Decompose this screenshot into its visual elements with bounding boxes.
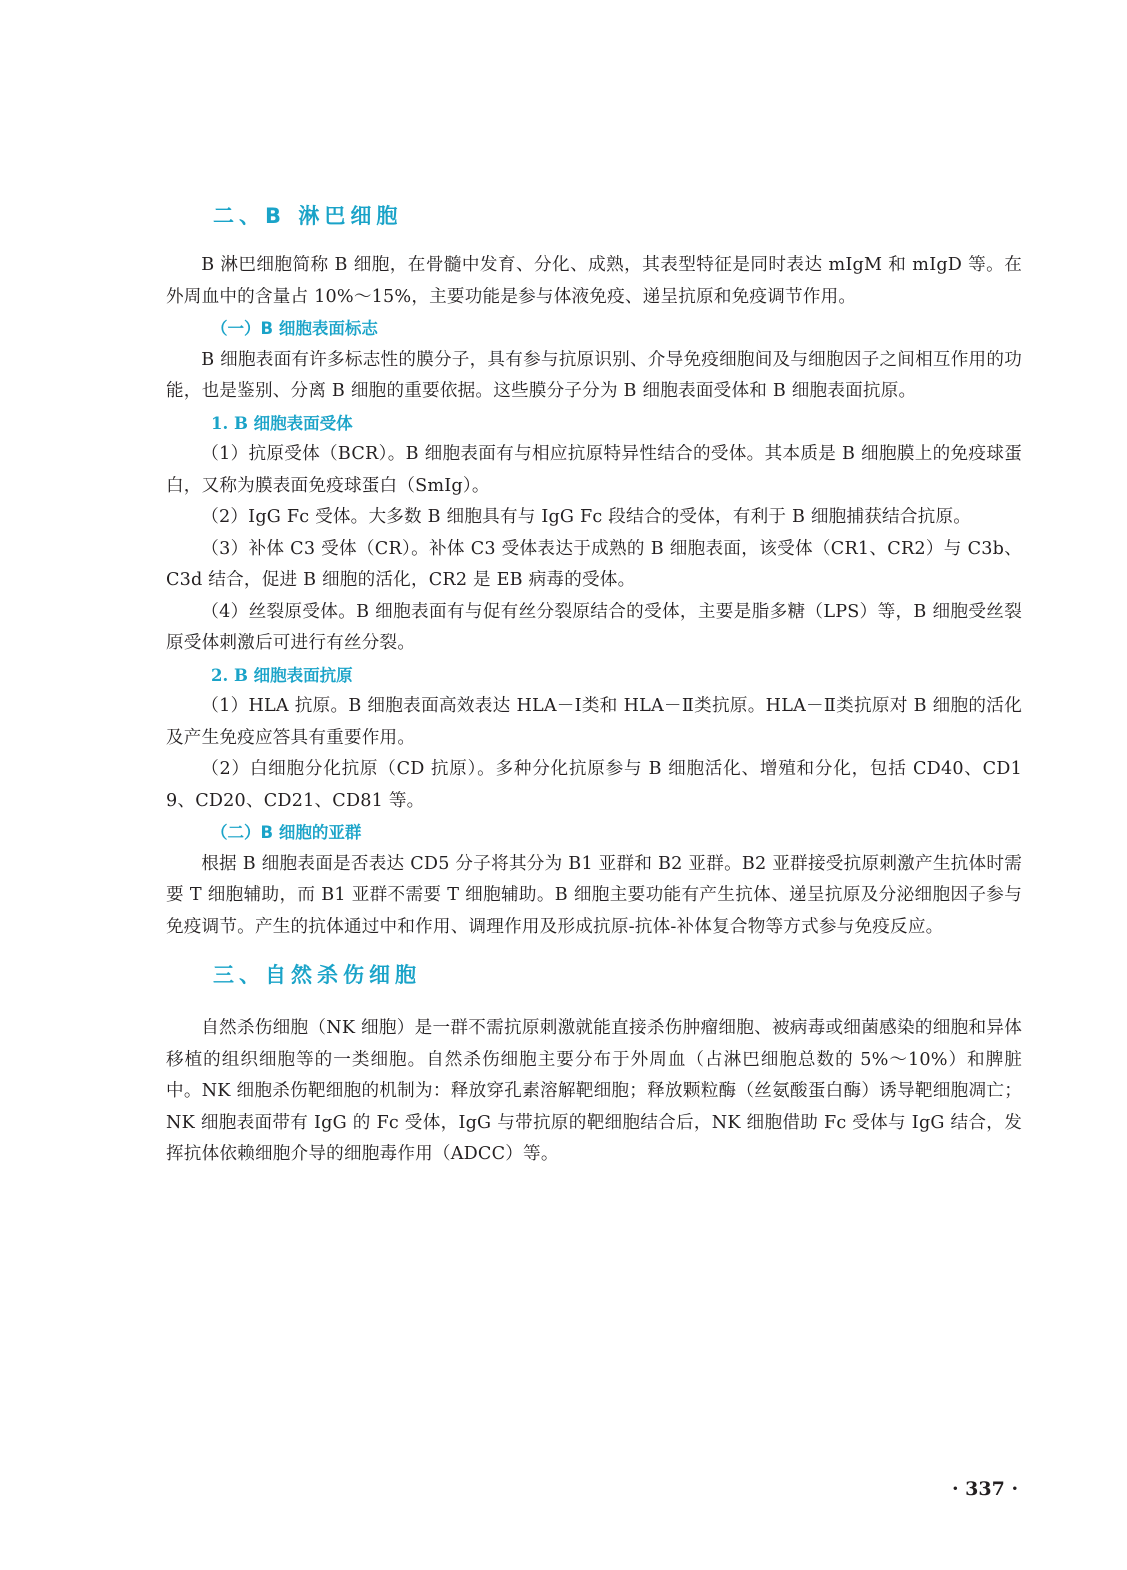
subheading-b-surface-receptors: 1. B 细胞表面受体 (211, 413, 353, 433)
page-number: · 337 · (951, 1478, 1019, 1500)
paragraph-b-surface-markers: B 细胞表面有许多标志性的膜分子，具有参与抗原识别、介导免疫细胞间及与细胞因子之间相互作用的功能，也是鉴别、分离 B 细胞的重要依据。这些膜分子分为 B 细胞表面受体和 B 细胞表面抗原。 (166, 349, 1022, 401)
paragraph-antigen-hla: （1）HLA 抗原。B 细胞表面高效表达 HLA－Ⅰ类和 HLA－Ⅱ类抗原。HLA－Ⅱ类抗原对 B 细胞的活化及产生免疫应答具有重要作用。 (166, 696, 1022, 748)
paragraph-receptor-mitogen: （4）丝裂原受体。B 细胞表面有与促有丝分裂原结合的受体，主要是脂多糖（LPS）等，B 细胞受丝裂原受体刺激后可进行有丝分裂。 (166, 601, 1022, 653)
page-content (166, 196, 1022, 1171)
paragraph-b-subsets: 根据 B 细胞表面是否表达 CD5 分子将其分为 B1 亚群和 B2 亚群。B2 亚群接受抗原刺激产生抗体时需要 T 细胞辅助，而 B1 亚群不需要 T 细胞辅助。B 细胞主要功能有产生抗体、递呈抗原及分泌细胞因子参与免疫调节。产生的抗体通过中和作用、调理作用及形成抗原-抗体-补体复合物等方式参与免疫反应。 (166, 853, 1022, 937)
subheading-b-subsets: （二）B 细胞的亚群 (211, 823, 362, 842)
subheading-b-surface-antigens: 2. B 细胞表面抗原 (211, 665, 353, 685)
paragraph-nk-cell: 自然杀伤细胞（NK 细胞）是一群不需抗原刺激就能直接杀伤肿瘤细胞、被病毒或细菌感染的细胞和异体移植的组织细胞等的一类细胞。自然杀伤细胞主要分布于外周血（占淋巴细胞总数的 5%～10%）和脾脏中。NK 细胞杀伤靶细胞的机制为：释放穿孔素溶解靶细胞；释放颗粒酶（丝氨酸蛋白酶）诱导靶细胞凋亡；NK 细胞表面带有 IgG 的 Fc 受体，IgG 与带抗原的靶细胞结合后，NK 细胞借助 Fc 受体与 IgG 结合，发挥抗体依赖细胞介导的细胞毒作用（ADCC）等。 (166, 1018, 1022, 1164)
section-heading-b-lymphocyte: 二、B 淋巴细胞 (213, 204, 403, 228)
subheading-b-surface-markers: （一）B 细胞表面标志 (211, 319, 378, 338)
paragraph-antigen-cd: （2）白细胞分化抗原（CD 抗原）。多种分化抗原参与 B 细胞活化、增殖和分化，包括 CD40、CD19、CD20、CD21、CD81 等。 (166, 759, 1022, 811)
paragraph-receptor-bcr: （1）抗原受体（BCR）。B 细胞表面有与相应抗原特异性结合的受体。其本质是 B 细胞膜上的免疫球蛋白，又称为膜表面免疫球蛋白（SmIg）。 (166, 444, 1022, 496)
section-heading-nk-cell: 三、自然杀伤细胞 (213, 963, 421, 987)
paragraph-receptor-c3: （3）补体 C3 受体（CR）。补体 C3 受体表达于成熟的 B 细胞表面，该受体（CR1、CR2）与 C3b、C3d 结合，促进 B 细胞的活化，CR2 是 EB 病毒的受体。 (166, 538, 1022, 590)
paragraph-b-intro: B 淋巴细胞简称 B 细胞，在骨髓中发育、分化、成熟，其表型特征是同时表达 mIgM 和 mIgD 等。在外周血中的含量占 10%～15%，主要功能是参与体液免疫、递呈抗原和免疫调节作用。 (166, 255, 1022, 307)
paragraph-receptor-igg-fc: （2）IgG Fc 受体。大多数 B 细胞具有与 IgG Fc 段结合的受体，有利于 B 细胞捕获结合抗原。 (201, 507, 972, 527)
